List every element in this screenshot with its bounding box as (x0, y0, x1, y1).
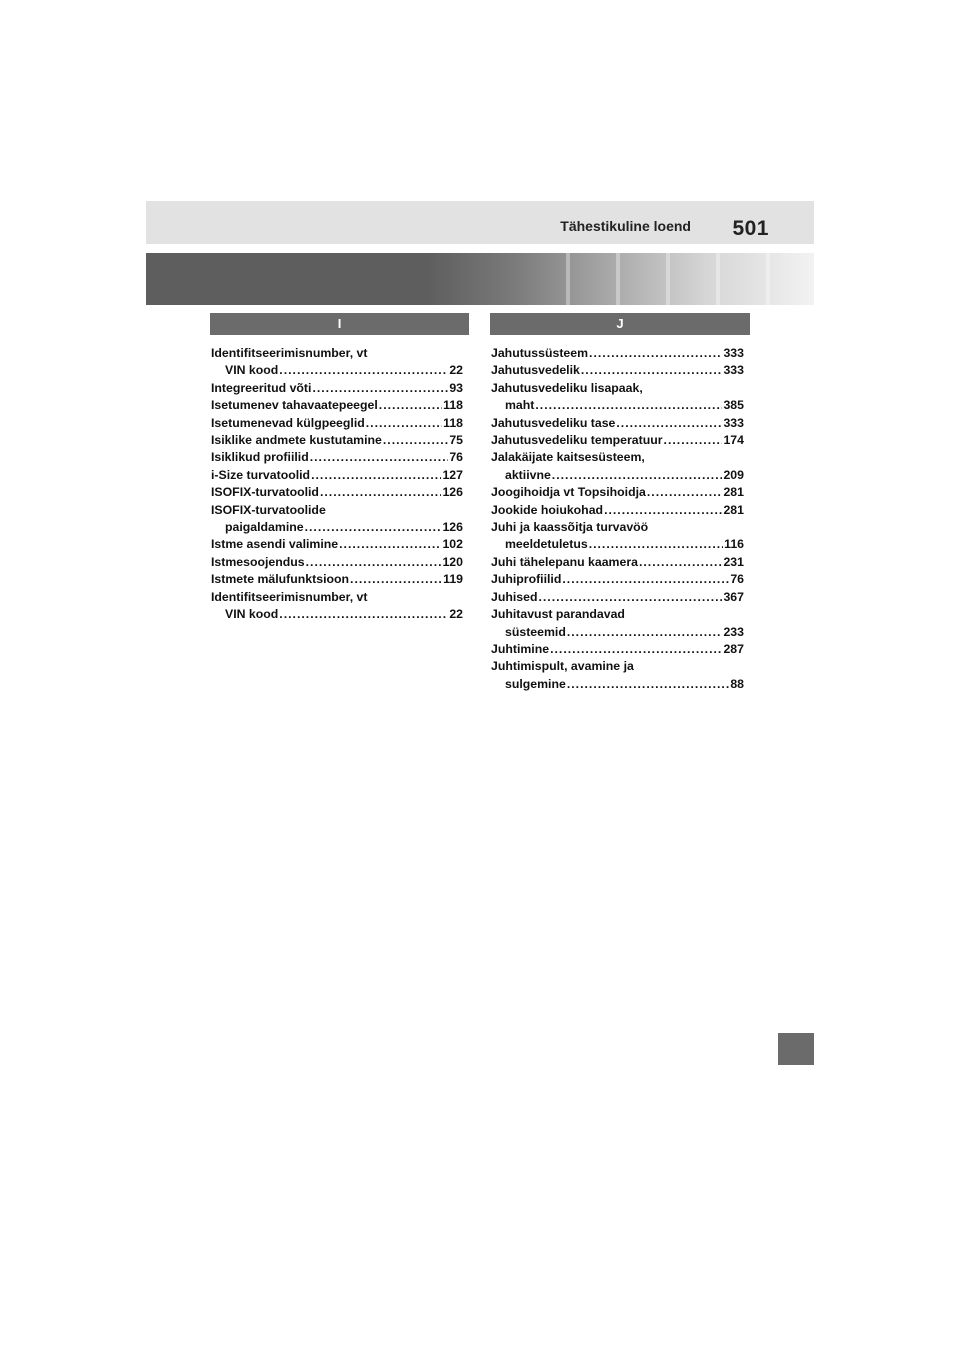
dot-leader (305, 519, 442, 536)
index-entry (491, 415, 744, 432)
index-entry (491, 502, 744, 519)
index-entry-page: 127 (442, 467, 463, 482)
index-entry (211, 571, 463, 588)
index-entry-page: 231 (723, 554, 744, 569)
index-entry-term: Juhtimispult, avamine ja (491, 659, 634, 674)
dot-leader (550, 641, 722, 658)
index-entry-term: ISOFIX-turvatoolide (211, 502, 326, 517)
dot-leader (535, 397, 722, 414)
index-entry-page: 93 (449, 380, 463, 395)
dot-leader (320, 484, 442, 501)
index-entry-term: Jahutusvedelik (491, 363, 580, 378)
index-entry-term: Identifitseerimisnumber, vt (211, 589, 368, 604)
index-entry-page: 88 (730, 676, 744, 691)
dot-leader (616, 415, 722, 432)
index-entry-page: 333 (723, 415, 744, 430)
index-entry (211, 432, 463, 449)
index-entry (491, 589, 744, 606)
dot-leader (647, 484, 723, 501)
index-entry (211, 467, 463, 484)
index-entry-page: 116 (724, 537, 744, 552)
index-entry-term: i-Size turvatoolid (211, 467, 311, 482)
dot-leader (581, 362, 723, 379)
index-entry-subterm: meeldetuletus (505, 537, 588, 552)
index-entry-page: 385 (723, 398, 744, 413)
index-entry-page: 367 (723, 589, 744, 604)
index-entry-page: 76 (730, 572, 744, 587)
index-entry-term: Jahutussüsteem (491, 346, 589, 360)
index-entry (491, 571, 744, 588)
index-entry (491, 641, 744, 658)
index-entry (211, 449, 463, 466)
index-entry-page: 120 (442, 554, 463, 569)
dot-leader (310, 449, 449, 466)
index-entry-term: Joogihoidja vt Topsihoidja (491, 485, 646, 500)
index-entry (491, 380, 744, 415)
index-entry (491, 449, 744, 484)
dot-leader (589, 345, 722, 362)
index-entry-page: 119 (443, 572, 463, 587)
decorative-gradient-band (146, 253, 814, 305)
index-entry-term: Integreeritud võti (211, 380, 312, 395)
index-entry (211, 484, 463, 501)
dot-leader (604, 502, 722, 519)
index-entry-term: Jookide hoiukohad (491, 502, 604, 517)
dot-leader (350, 571, 442, 588)
dot-leader (664, 432, 723, 449)
index-entry-term: Istme asendi valimine (211, 537, 339, 552)
chapter-tab-marker (778, 1033, 814, 1065)
index-entry-subterm: süsteemid (505, 624, 566, 639)
index-entry-page: 281 (723, 485, 744, 500)
dot-leader (311, 467, 441, 484)
dot-leader (538, 589, 722, 606)
index-entry (491, 658, 744, 693)
index-entry (211, 554, 463, 571)
index-entry-term: Identifitseerimisnumber, vt (211, 346, 368, 360)
dot-leader (567, 624, 723, 641)
index-entry-page: 118 (443, 398, 463, 413)
index-entry-page: 333 (723, 363, 744, 378)
index-entry-term: Isetumenevad külgpeeglid (211, 415, 365, 430)
index-entry-term: Isetumenev tahavaatepeegel (211, 398, 378, 413)
index-entry-term: Istmete mälufunktsioon (211, 572, 350, 587)
index-entry-page: 174 (723, 433, 744, 448)
index-entry-page: 333 (723, 346, 744, 360)
index-entry-term: Jahutusvedeliku temperatuur (491, 433, 663, 448)
dot-leader (589, 536, 723, 553)
index-entry-page: 102 (442, 537, 463, 552)
section-header-i: I (210, 313, 469, 335)
dot-leader (379, 397, 442, 414)
index-entry-term: Juhitavust parandavad (491, 607, 625, 622)
index-entry-page: 76 (449, 450, 463, 465)
index-entry (491, 432, 744, 449)
index-entry-page: 126 (442, 485, 463, 500)
index-entry (211, 502, 463, 537)
index-entry-term: Isiklike andmete kustutamine (211, 433, 382, 448)
index-entry (491, 554, 744, 571)
dot-leader (552, 467, 723, 484)
index-entry-page: 22 (449, 607, 463, 622)
dot-leader (339, 536, 441, 553)
index-entry-term: Juhiprofiilid (491, 572, 562, 587)
index-entry (491, 519, 744, 554)
index-entry-term: Istmesoojendus (211, 554, 305, 569)
index-entry-term: Jahutusvedeliku lisapaak, (491, 380, 643, 395)
index-entry (491, 606, 744, 641)
index-column-i (211, 345, 463, 624)
section-header-j: J (490, 313, 750, 335)
index-entry-page: 233 (723, 624, 744, 639)
dot-leader (567, 676, 729, 693)
index-entry-subterm: paigaldamine (225, 520, 304, 535)
index-entry-page: 287 (723, 641, 744, 656)
dot-leader (312, 380, 448, 397)
index-entry-term: Juhised (491, 589, 538, 604)
dot-leader (366, 415, 442, 432)
index-entry-page: 118 (443, 415, 463, 430)
dot-leader (279, 362, 448, 379)
index-entry-subterm: sulgemine (505, 676, 566, 691)
index-entry-subterm: aktiivne (505, 467, 551, 482)
index-entry (211, 589, 463, 624)
index-entry-subterm: VIN kood (225, 363, 279, 378)
page-header (146, 201, 814, 244)
index-entry-term: Jahutusvedeliku tase (491, 415, 616, 430)
index-entry-term: Jalakäijate kaitsesüsteem, (491, 450, 645, 465)
dot-leader (383, 432, 448, 449)
index-entry-term: Juhtimine (491, 641, 550, 656)
index-entry (491, 362, 744, 379)
dot-leader (639, 554, 723, 571)
index-entry-page: 209 (723, 467, 744, 482)
index-entry (211, 397, 463, 414)
index-entry (211, 345, 463, 380)
index-entry-subterm: maht (505, 398, 535, 413)
index-entry-subterm: VIN kood (225, 607, 279, 622)
index-entry-page: 22 (449, 363, 463, 378)
dot-leader (306, 554, 442, 571)
index-column-j (491, 345, 744, 693)
index-entry (491, 484, 744, 501)
index-entry-page: 281 (723, 502, 744, 517)
index-entry (211, 536, 463, 553)
index-entry-term: Juhi tähelepanu kaamera (491, 554, 638, 569)
index-entry-page: 75 (449, 433, 463, 448)
dot-leader (562, 571, 729, 588)
index-entry (211, 415, 463, 432)
index-entry-term: Isiklikud profiilid (211, 450, 309, 465)
index-entry-page: 126 (442, 520, 463, 535)
index-entry (491, 345, 744, 362)
index-entry-term: ISOFIX-turvatoolid (211, 485, 319, 500)
index-entry-term: Juhi ja kaassõitja turvavöö (491, 520, 649, 535)
page-number: 501 (732, 217, 769, 240)
dot-leader (279, 606, 448, 623)
index-entry (211, 380, 463, 397)
header-title: Tähestikuline loend (560, 218, 691, 234)
